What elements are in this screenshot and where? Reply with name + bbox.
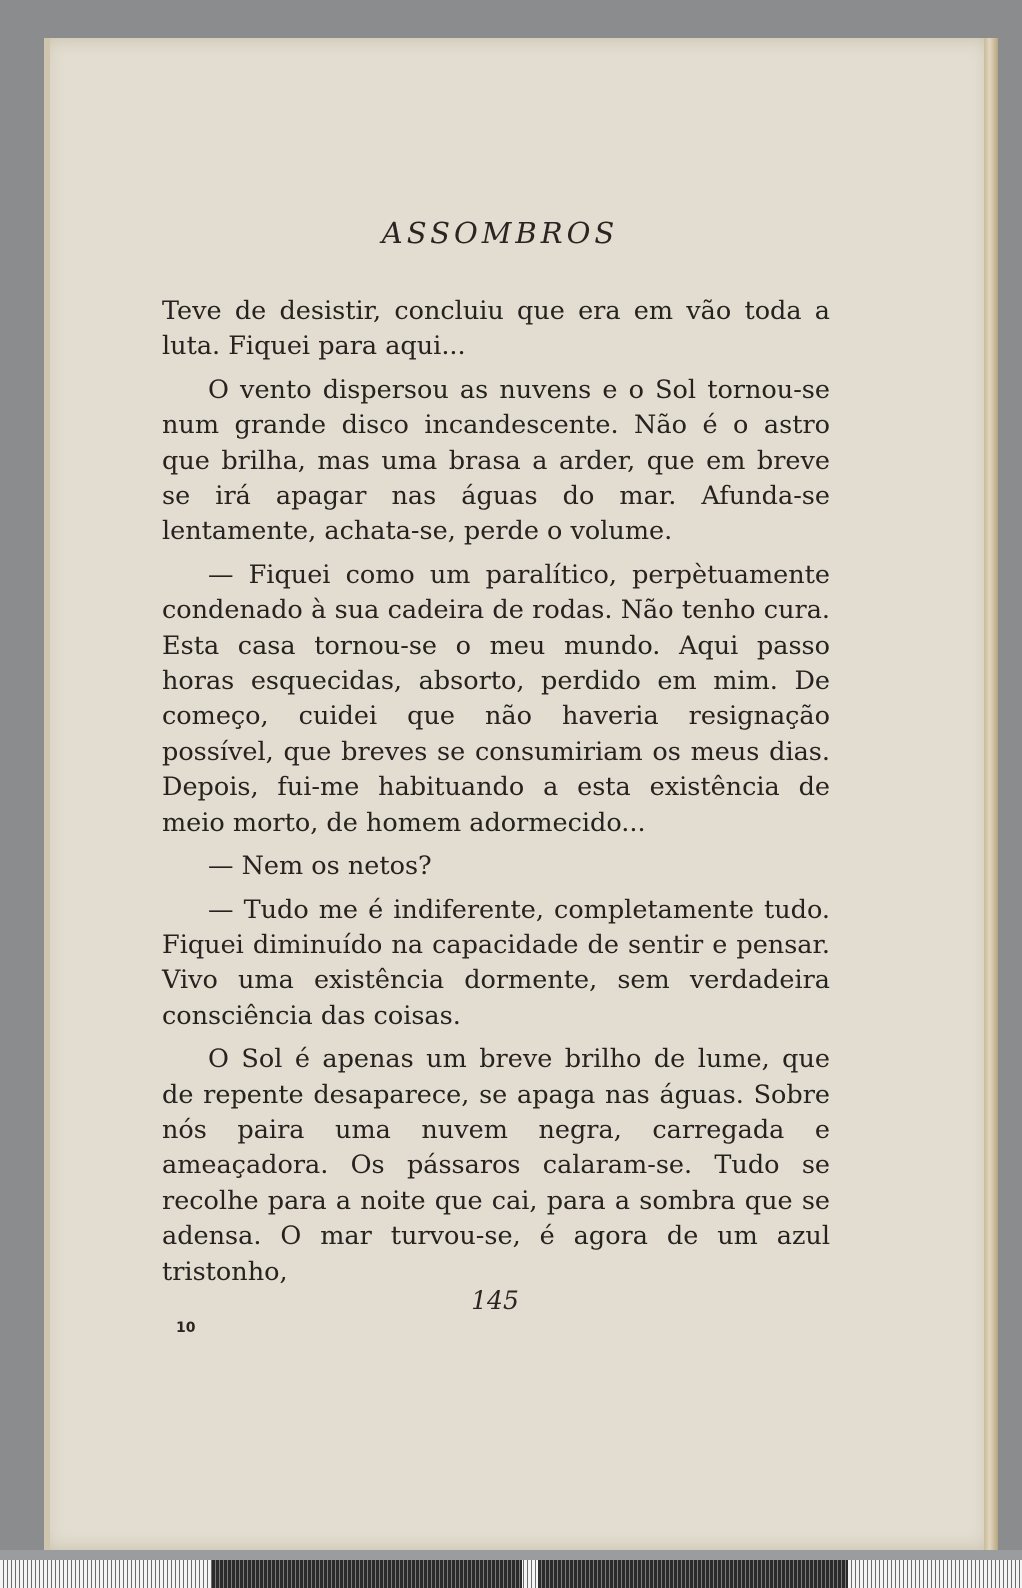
running-head: ASSOMBROS <box>381 216 619 250</box>
paragraph-2: O vento dispersou as nuvens e o Sol tornou-se num grande disco incandescente. Não é o astro que brilha, mas uma brasa a arder, que em breve se irá apagar nas águas do mar. Afunda-se lentamente, achata-se, perde o volume. <box>162 374 830 547</box>
paragraph-3: — Fiquei como um paralítico, perpètuamente condenado à sua cadeira de rodas. Não tenho cura. Esta casa tornou-se o meu mundo. Aqui passo horas esquecidas, absorto, perdido em mim. De começo, cuidei que não haveria resignação possível, que breves se consumiriam os meus dias. Depois, fui-me habituando a esta existência de meio morto, de homem adormecido... <box>162 559 830 838</box>
scan-scale-bar <box>0 1550 1022 1588</box>
paragraph-1: Teve de desistir, concluiu que era em vão toda a luta. Fiquei para aqui... <box>162 296 830 362</box>
page-right-edge <box>984 38 998 1550</box>
body-text <box>162 294 830 1298</box>
scale-dark-segment <box>538 1560 848 1588</box>
page-number: 145 <box>471 1286 519 1315</box>
page-left-edge <box>44 38 50 1550</box>
scale-dark-segment <box>212 1560 522 1588</box>
paragraph-5: — Tudo me é indiferente, completamente tudo. Fiquei diminuído na capacidade de sentir e pensar. Vivo uma existência dormente, sem verdadeira consciência das coisas. <box>162 894 830 1031</box>
paragraph-4: — Nem os netos? <box>208 851 432 882</box>
paragraph-6: O Sol é apenas um breve brilho de lume, que de repente desaparece, se apaga nas águas. Sobre nós paira uma nuvem negra, carregada e ameaçadora. Os pássaros calaram-se. Tudo se recolhe para a noite que cai, para a sombra que se adensa. O mar turvou-se, é agora de um azul tristonho, <box>162 1044 830 1287</box>
signature-mark: 10 <box>176 1320 196 1336</box>
